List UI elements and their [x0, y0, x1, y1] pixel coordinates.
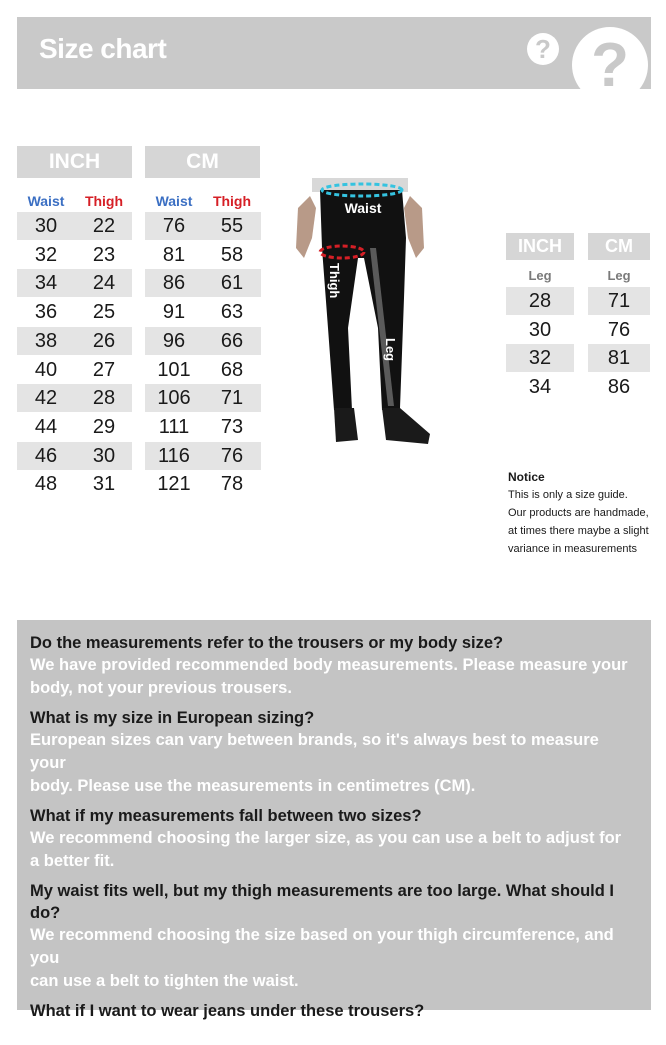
- help-large-icon: ?: [572, 27, 648, 103]
- faq-answer: [30, 827, 639, 873]
- notice-line: This is only a size guide.: [508, 489, 628, 501]
- table-cell: 29: [92, 415, 116, 438]
- notice-line: variance in measurements: [508, 543, 638, 555]
- table-cell: 91: [162, 301, 186, 324]
- table-cell: 22: [92, 215, 116, 237]
- table-cell: 66: [220, 329, 244, 352]
- faq-question: Do the measurements refer to the trousers or my body size?: [30, 634, 504, 652]
- table-cell: 25: [92, 301, 116, 324]
- table-cell: 106: [157, 387, 191, 410]
- table-cell: 28: [92, 387, 116, 410]
- faq-answer: [30, 924, 639, 993]
- leg-table-cell: 32: [528, 347, 552, 370]
- table-cell: 73: [220, 415, 244, 438]
- table-cell: 34: [34, 272, 58, 295]
- table-cell: 111: [158, 415, 190, 438]
- table-cell: 30: [92, 444, 116, 467]
- faq-answer-line: We have provided recommended body measurements. Please measure your: [30, 656, 628, 674]
- notice-line: Our products are handmade,: [508, 507, 649, 519]
- leg-table-cell: 28: [528, 290, 552, 312]
- table-cell: 55: [220, 215, 244, 237]
- faq-answer: [30, 654, 639, 700]
- faq-item: [30, 805, 639, 873]
- table-cell: 36: [34, 301, 58, 324]
- thigh-figure-label: Thigh: [327, 263, 342, 299]
- header-bar: [17, 17, 651, 100]
- notice-box: [508, 468, 658, 558]
- faq-question: My waist fits well, but my thigh measurements are too large. What should I do?: [30, 882, 615, 922]
- faq-answer: [30, 729, 639, 798]
- faq-item: [30, 1000, 639, 1045]
- leg-figure-label: Leg: [383, 338, 398, 362]
- table-cell: 38: [34, 329, 58, 352]
- table-cell: 78: [220, 473, 244, 496]
- faq-answer-line: We recommend choosing the size based on your thigh circumference, and you: [30, 926, 614, 967]
- faq-answer-line: can use a belt to tighten the waist.: [30, 972, 299, 990]
- table-cell: 46: [34, 444, 58, 467]
- table-cell: 42: [34, 387, 58, 410]
- faq-item: [30, 707, 639, 798]
- table-cell: 81: [162, 243, 186, 266]
- notice-line: at times there maybe a slight: [508, 525, 649, 537]
- inch-header: INCH: [17, 146, 132, 178]
- trousers-figure: [290, 178, 440, 448]
- table-cell: 31: [92, 473, 116, 496]
- leg-table-cell: 34: [528, 376, 552, 399]
- table-cell: 101: [157, 358, 191, 381]
- table-cell: 27: [92, 358, 116, 381]
- notice-title: Notice: [508, 470, 545, 484]
- faq-answer-line: body. Please use the measurements in centimetres (CM).: [30, 777, 476, 795]
- faq-question: What is my size in European sizing?: [30, 709, 315, 727]
- table-cell: 24: [92, 272, 116, 295]
- faq-answer-line: We recommend choosing one size larger.: [30, 1024, 355, 1042]
- leg-table-cell: 76: [607, 318, 631, 341]
- page-title: Size chart: [39, 33, 167, 64]
- help-icon[interactable]: ?: [527, 33, 559, 65]
- table-cell: 68: [220, 358, 244, 381]
- leg-inch-header: INCH: [506, 233, 574, 260]
- table-cell: 61: [220, 272, 244, 295]
- col-thigh-cm: Thigh: [212, 193, 252, 209]
- table-cell: 121: [157, 473, 191, 496]
- table-cell: 48: [34, 473, 58, 496]
- table-cell: 76: [162, 215, 186, 237]
- leg-cm-header: CM: [588, 233, 650, 260]
- table-cell: 86: [162, 272, 186, 295]
- cm-header: CM: [145, 146, 260, 178]
- faq-item: [30, 880, 639, 993]
- waist-figure-label: Waist: [344, 200, 382, 216]
- table-cell: 71: [220, 387, 244, 410]
- faq-item: [30, 632, 639, 700]
- table-cell: 40: [34, 358, 58, 381]
- col-waist-cm: Waist: [155, 193, 193, 209]
- faq-answer: [30, 1022, 639, 1045]
- table-cell: 44: [34, 415, 58, 438]
- faq-answer-line: European sizes can vary between brands, so it's always best to measure your: [30, 731, 599, 772]
- table-cell: 116: [158, 444, 190, 467]
- table-cell: 26: [92, 329, 116, 352]
- leg-table-cell: 71: [607, 290, 631, 312]
- col-thigh-inch: Thigh: [84, 193, 124, 209]
- leg-table-cell: 86: [607, 376, 631, 399]
- table-cell: 96: [162, 329, 186, 352]
- table-cell: 76: [220, 444, 244, 467]
- table-cell: 23: [92, 243, 116, 266]
- col-leg-inch: Leg: [528, 268, 552, 283]
- faq-question: What if I want to wear jeans under these trousers?: [30, 1002, 425, 1020]
- leg-table-cell: 81: [607, 347, 631, 370]
- faq-answer-line: a better fit.: [30, 852, 115, 870]
- table-cell: 63: [220, 301, 244, 324]
- leg-table-cell: 30: [528, 318, 552, 341]
- table-cell: 32: [34, 243, 58, 266]
- faq-answer-line: body, not your previous trousers.: [30, 679, 292, 697]
- table-cell: 58: [220, 243, 244, 266]
- faq-question: What if my measurements fall between two sizes?: [30, 807, 422, 825]
- col-waist-inch: Waist: [27, 193, 65, 209]
- faq-section: [17, 620, 651, 1042]
- trousers-illustration: [290, 178, 440, 448]
- faq-answer-line: We recommend choosing the larger size, as you can use a belt to adjust for: [30, 829, 622, 847]
- col-leg-cm: Leg: [607, 268, 631, 283]
- table-cell: 30: [34, 215, 58, 237]
